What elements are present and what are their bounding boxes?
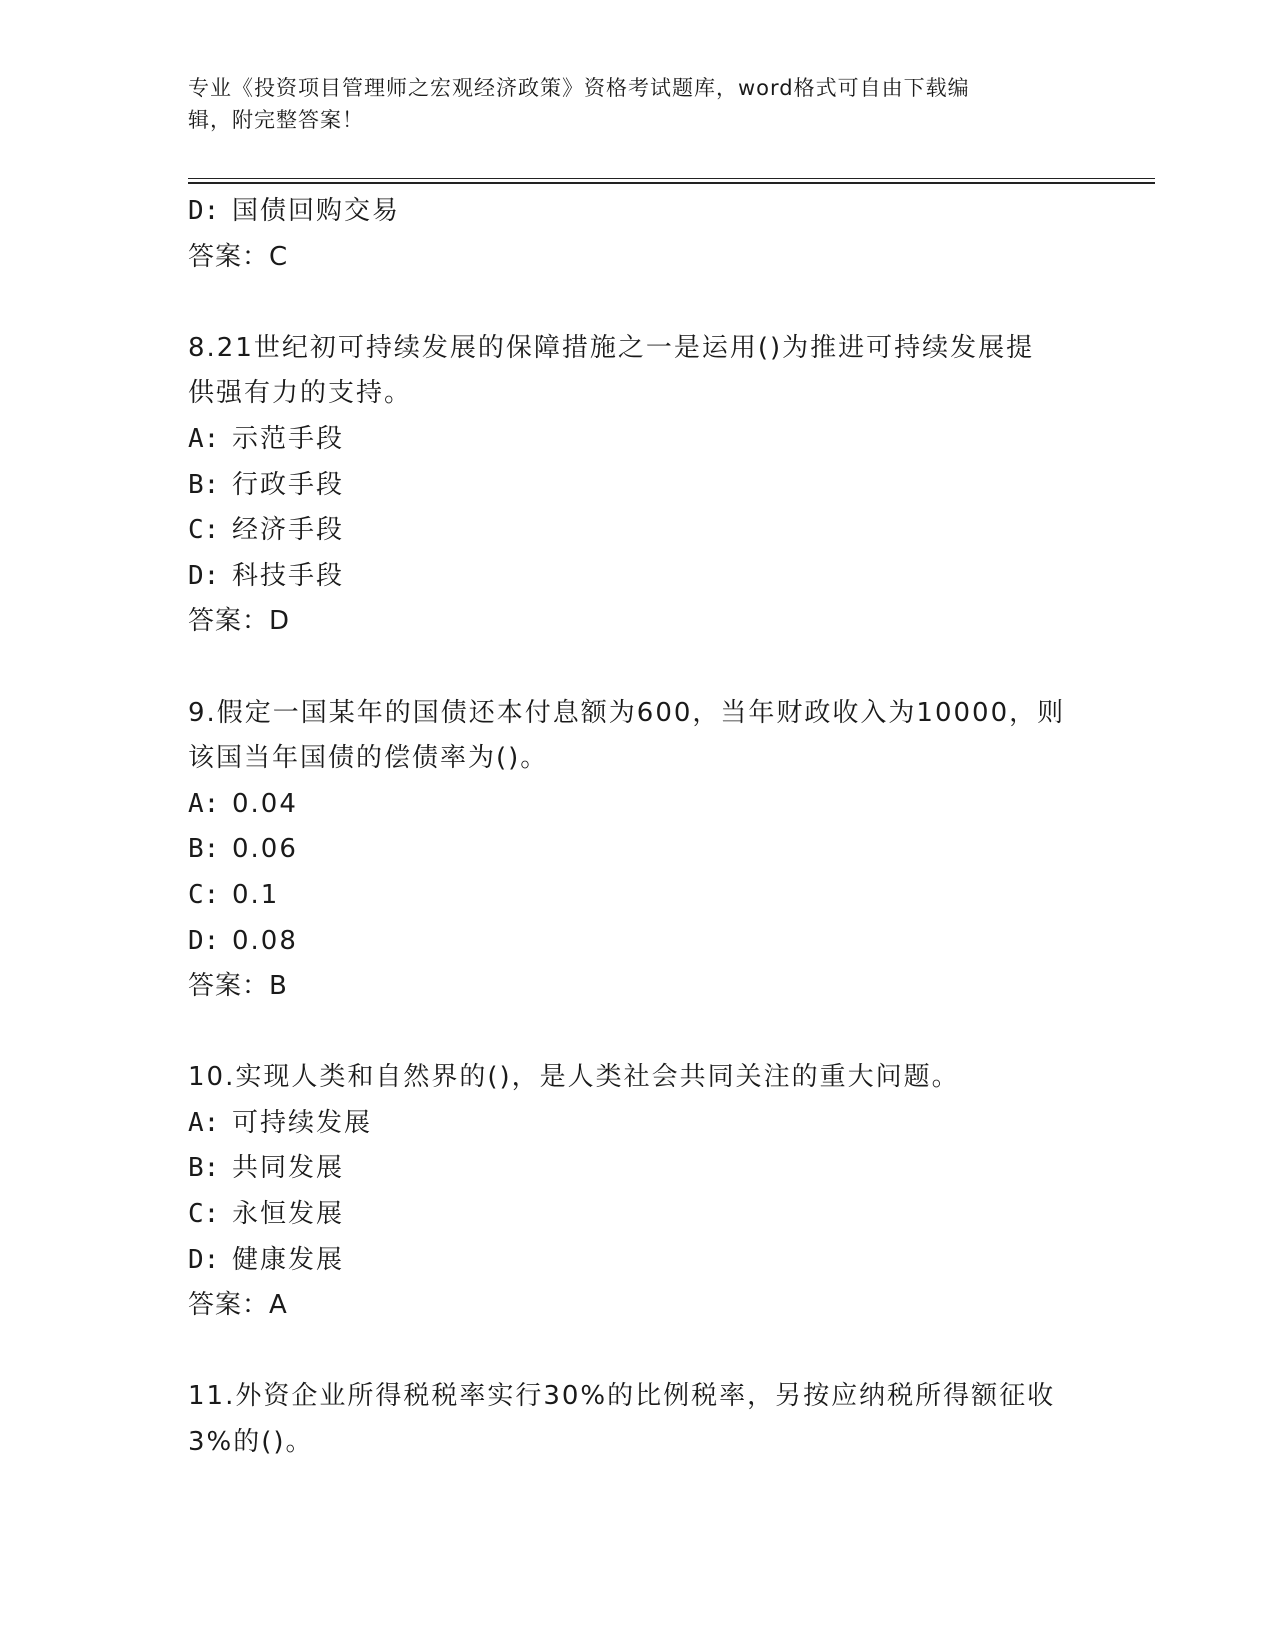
- answer-line: 答案：C: [188, 241, 289, 272]
- question-9: [188, 691, 1088, 1010]
- option-label: C:: [188, 879, 220, 910]
- option-text: 经济手段: [232, 515, 345, 546]
- option-c: [188, 508, 1088, 554]
- question-stem-line: 3%的()。: [188, 1427, 314, 1458]
- option-text: 永恒发展: [232, 1199, 345, 1230]
- option-c: [188, 873, 1088, 919]
- option-text: 共同发展: [232, 1153, 345, 1184]
- option-label: B:: [188, 469, 220, 500]
- option-b: [188, 827, 1088, 873]
- option-c: [188, 1192, 1088, 1238]
- option-label: D:: [188, 925, 220, 956]
- option-d: [188, 189, 1088, 235]
- answer-line: 答案：B: [188, 971, 288, 1002]
- question-stem-line: 8.21世纪初可持续发展的保障措施之一是运用()为推进可持续发展提: [188, 332, 1035, 363]
- option-d: [188, 554, 1088, 600]
- option-label: B:: [188, 1153, 220, 1184]
- option-d: [188, 1238, 1088, 1284]
- answer-line: 答案：D: [188, 606, 291, 637]
- document-header: [188, 72, 1068, 136]
- option-label: C:: [188, 515, 220, 546]
- option-text: 可持续发展: [232, 1107, 373, 1138]
- header-line-2: 辑，附完整答案！: [188, 108, 364, 132]
- option-label: C:: [188, 1199, 220, 1230]
- option-d: [188, 919, 1088, 965]
- option-a: [188, 782, 1088, 828]
- option-label: D:: [188, 1244, 220, 1275]
- spacer: [188, 1329, 1088, 1375]
- option-text: 0.04: [232, 788, 298, 819]
- question-stem-line: 10.实现人类和自然界的()，是人类社会共同关注的重大问题。: [188, 1062, 960, 1093]
- header-divider-thin: [188, 178, 1155, 179]
- spacer: [188, 645, 1088, 691]
- option-text: 0.08: [232, 925, 298, 956]
- option-label: D:: [188, 196, 220, 226]
- option-text: 示范手段: [232, 423, 345, 454]
- option-text: 行政手段: [232, 469, 345, 500]
- spacer: [188, 1010, 1088, 1056]
- option-label: A:: [188, 1107, 220, 1138]
- option-text: 0.06: [232, 834, 298, 865]
- option-label: B:: [188, 834, 220, 865]
- option-label: A:: [188, 788, 220, 819]
- header-divider-thick: [188, 182, 1155, 184]
- option-label: D:: [188, 560, 220, 591]
- question-8: [188, 326, 1088, 645]
- spacer: [188, 280, 1088, 326]
- question-stem-line: 供强有力的支持。: [188, 378, 413, 409]
- option-a: [188, 417, 1088, 463]
- question-10: [188, 1055, 1088, 1329]
- option-text: 科技手段: [232, 560, 345, 591]
- question-stem-line: 11.外资企业所得税税率实行30%的比例税率，另按应纳税所得额征收: [188, 1381, 1056, 1412]
- option-b: [188, 1146, 1088, 1192]
- question-stem-line: 该国当年国债的偿债率为()。: [188, 743, 549, 774]
- question-11: [188, 1374, 1088, 1465]
- header-line-1: 专业《投资项目管理师之宏观经济政策》资格考试题库，word格式可自由下载编: [188, 76, 970, 100]
- question-stem-line: 9.假定一国某年的国债还本付息额为600，当年财政收入为10000，则: [188, 697, 1066, 728]
- question-content: [188, 189, 1088, 1466]
- option-text: 健康发展: [232, 1244, 345, 1275]
- answer-line: 答案：A: [188, 1290, 288, 1321]
- option-text: 国债回购交易: [232, 196, 401, 226]
- option-label: A:: [188, 423, 220, 454]
- option-b: [188, 463, 1088, 509]
- option-a: [188, 1101, 1088, 1147]
- option-text: 0.1: [232, 879, 280, 910]
